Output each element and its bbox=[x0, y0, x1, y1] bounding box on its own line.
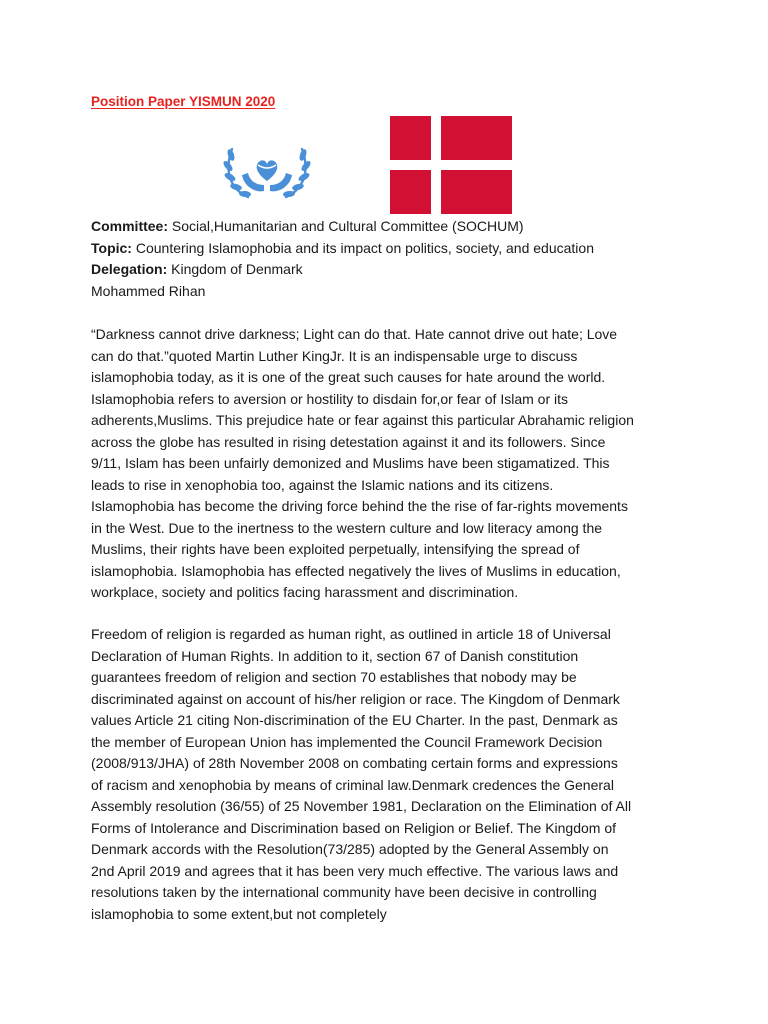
topic-value: Countering Islamophobia and its impact on politics, society, and education bbox=[131, 239, 594, 256]
paragraph-line: of racism and xenophobia by means of criminal law.Denmark credences the General bbox=[91, 776, 614, 793]
paragraph-line: 9/11, Islam has been unfairly demonized and Muslims have been stigamatized. This bbox=[91, 455, 610, 471]
paragraph-line: Denmark accords with the Resolution(73/285) adopted by the General Assembly on bbox=[91, 841, 609, 857]
paragraph-line: leads to rise in xenophobia too, against the Islamic nations and its citizens. bbox=[91, 476, 554, 493]
paragraph-introduction bbox=[91, 324, 691, 604]
paragraph-line: islamophobia today, as it is one of the great such causes for hate around the world. bbox=[91, 369, 606, 385]
topic-row bbox=[91, 238, 594, 260]
document-title: Position Paper YISMUN 2020 bbox=[91, 94, 276, 109]
committee-row bbox=[91, 216, 594, 238]
un-style-hands-emblem-icon bbox=[218, 135, 316, 203]
paragraph-line: discriminated against on account of his/her religion or race. The Kingdom of Denmark bbox=[91, 690, 620, 707]
paragraph-line: Islamophobia has become the driving force behind the the rise of far-rights movements bbox=[91, 498, 628, 514]
paragraph-line: Declaration of Human Rights. In addition to it, section 67 of Danish constitution bbox=[91, 647, 579, 664]
paragraph-line: Islamophobia refers to aversion or hostility to disdain for,or fear of Islam or its bbox=[91, 390, 568, 407]
author-name: Mohammed Rihan bbox=[91, 282, 206, 299]
paragraph-line: guarantees freedom of religion and section 70 establishes that nobody may be bbox=[91, 669, 577, 685]
paragraph-line: Muslims, their rights have been exploited perpetually, intensifying the spread of bbox=[91, 541, 580, 557]
paragraph-line: across the globe has resulted in rising detestation against it and its followers. Since bbox=[91, 433, 606, 450]
paragraph-legal-framework bbox=[91, 624, 691, 925]
committee-label: Committee: bbox=[91, 218, 169, 234]
paragraph-line: islamophobia. Islamophobia has effected negatively the lives of Muslims in education, bbox=[91, 562, 621, 579]
paragraph-line: “Darkness cannot drive darkness; Light can do that. Hate cannot drive out hate; Love bbox=[91, 326, 618, 342]
denmark-flag-icon bbox=[390, 116, 512, 214]
committee-value: Social,Humanitarian and Cultural Committee (SOCHUM) bbox=[168, 218, 524, 234]
paragraph-line: values Article 21 citing Non-discrimination of the EU Charter. In the past, Denmark as bbox=[91, 712, 618, 728]
paragraph-line: in the West. Due to the inertness to the western culture and low literacy among the bbox=[91, 519, 603, 536]
delegation-value: Kingdom of Denmark bbox=[167, 261, 303, 277]
paragraph-line: Freedom of religion is regarded as human right, as outlined in article 18 of Universal bbox=[91, 626, 611, 642]
paragraph-line: workplace, society and politics facing harassment and discrimination. bbox=[91, 584, 519, 600]
paragraph-line: (2008/913/JHA) of 28th November 2008 on combating certain forms and expressions bbox=[91, 755, 618, 771]
paragraph-line: resolutions taken by the international community have been decisive in controlling bbox=[91, 884, 597, 900]
paragraph-line: the member of European Union has implemented the Council Framework Decision bbox=[91, 733, 603, 750]
delegation-label: Delegation: bbox=[91, 261, 168, 277]
paragraph-line: Forms of Intolerance and Discrimination based on Religion or Belief. The Kingdom of bbox=[91, 819, 617, 836]
delegation-row bbox=[91, 259, 594, 281]
topic-label: Topic: bbox=[91, 239, 132, 256]
paragraph-line: can do that.”quoted Martin Luther KingJr. It is an indispensable urge to discuss bbox=[91, 347, 578, 364]
paragraph-line: islamophobia to some extent,but not completely bbox=[91, 905, 387, 922]
paragraph-line: adherents,Muslims. This prejudice hate or fear against this particular Abrahamic religion bbox=[91, 412, 634, 428]
document-metadata bbox=[91, 216, 594, 302]
paragraph-line: Assembly resolution (36/55) of 25 November 1981, Declaration on the Elimination of All bbox=[91, 798, 632, 814]
paragraph-line: 2nd April 2019 and agrees that it has been very much effective. The various laws and bbox=[91, 862, 619, 879]
